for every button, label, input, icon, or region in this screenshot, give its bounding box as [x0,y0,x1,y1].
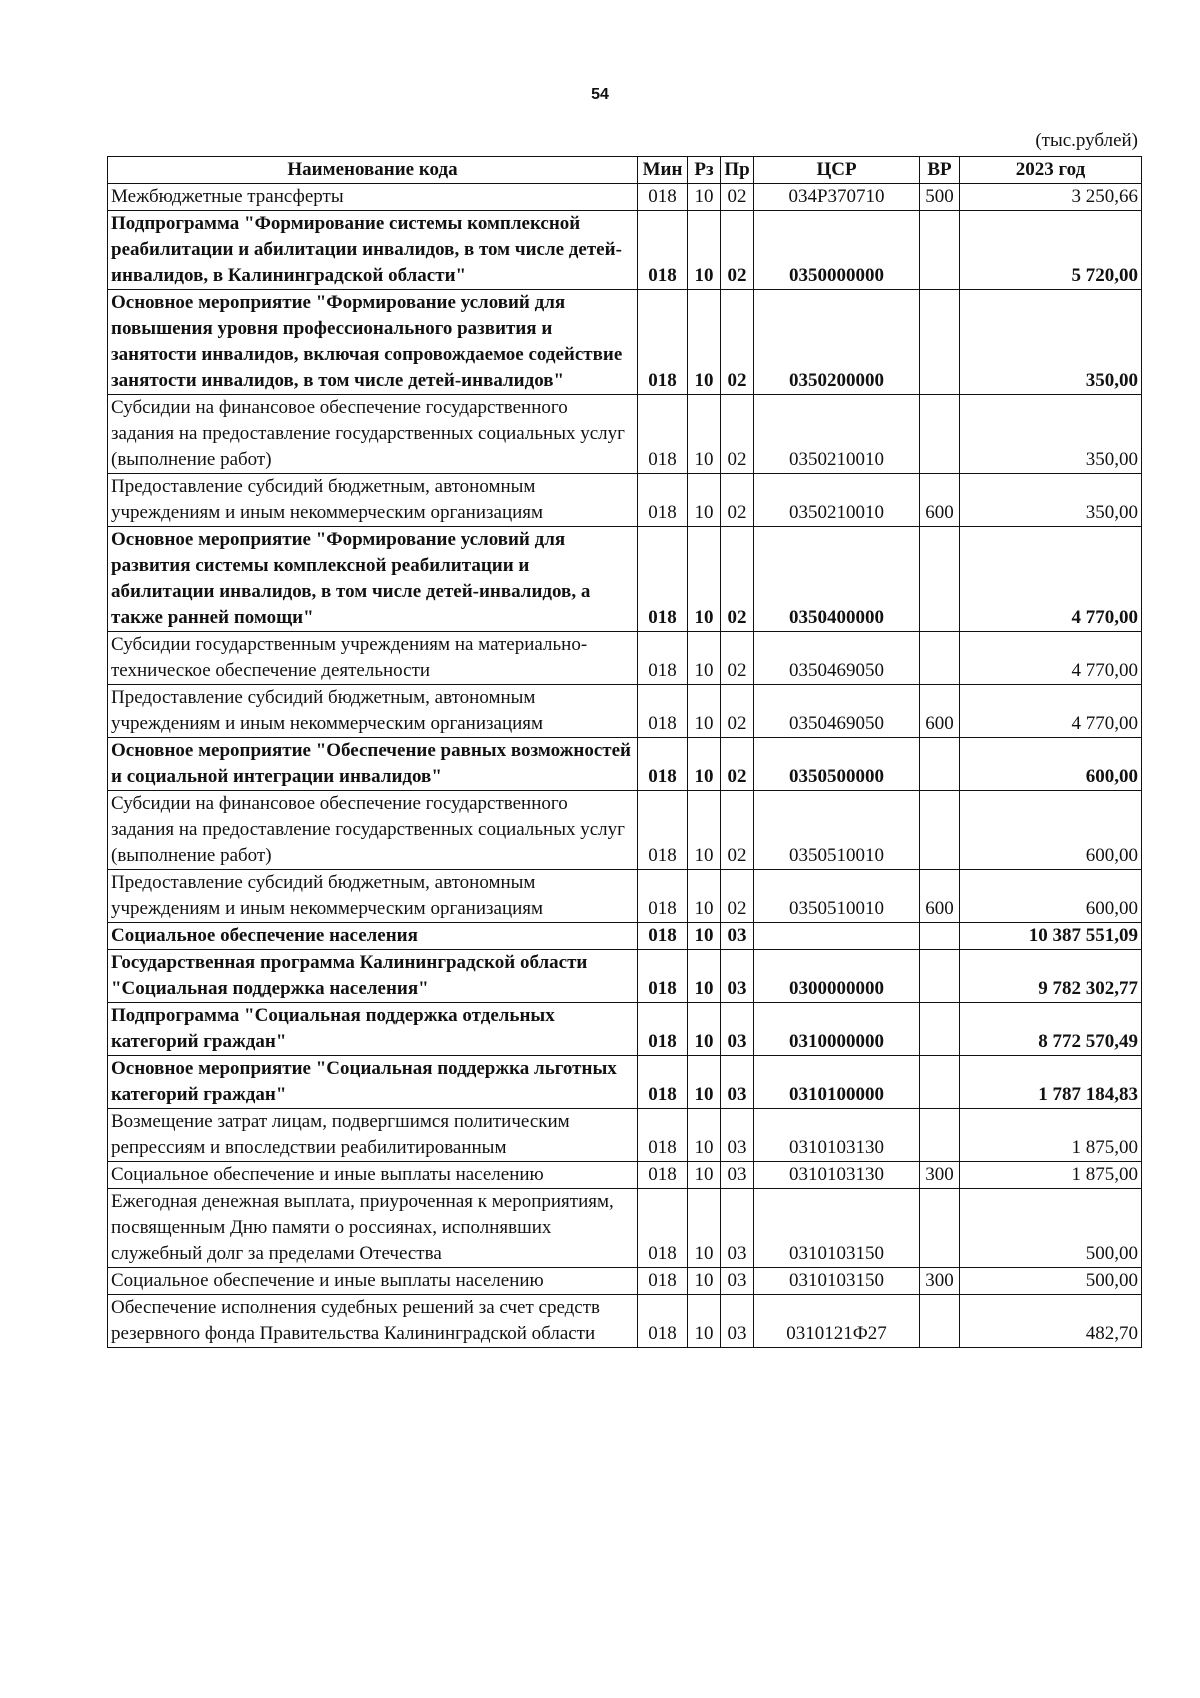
row-csr-cell: 0310103130 [754,1109,920,1162]
row-rz-cell: 10 [688,1295,721,1348]
table-row [108,632,1142,685]
row-name-cell: Основное мероприятие "Обеспечение равных возможностей и социальной интеграции инвалидов" [108,738,638,791]
row-amount-cell: 4 770,00 [960,527,1142,632]
row-name-cell: Предоставление субсидий бюджетным, автономным учреждениям и иным некоммерческим организациям [108,870,638,923]
row-rz-cell: 10 [688,1268,721,1295]
row-pr-cell: 03 [721,1189,754,1268]
row-name-cell: Основное мероприятие "Формирование условий для повышения уровня профессионального развития и занятости инвалидов, включая сопровождаемое содействие занятости инвалидов, в том числе детей-инвалидов" [108,290,638,395]
row-rz-cell: 10 [688,1162,721,1189]
row-csr-cell: 0300000000 [754,950,920,1003]
row-pr-cell: 02 [721,527,754,632]
row-name-cell: Основное мероприятие "Социальная поддержка льготных категорий граждан" [108,1056,638,1109]
table-row [108,474,1142,527]
row-amount-cell: 500,00 [960,1189,1142,1268]
table-row [108,290,1142,395]
row-amount-cell: 9 782 302,77 [960,950,1142,1003]
row-name-cell: Предоставление субсидий бюджетным, автономным учреждениям и иным некоммерческим организациям [108,685,638,738]
header-vr: ВР [920,157,960,184]
row-amount-cell: 600,00 [960,791,1142,870]
row-rz-cell: 10 [688,1056,721,1109]
page-number: 54 [591,86,609,103]
table-row [108,1189,1142,1268]
table-row [108,685,1142,738]
row-amount-cell: 4 770,00 [960,685,1142,738]
row-vr-cell: 300 [920,1268,960,1295]
row-pr-cell: 03 [721,1295,754,1348]
row-pr-cell: 02 [721,685,754,738]
row-name-cell: Социальное обеспечение и иные выплаты населению [108,1162,638,1189]
row-pr-cell: 03 [721,1056,754,1109]
row-rz-cell: 10 [688,950,721,1003]
row-pr-cell: 02 [721,632,754,685]
table-row [108,923,1142,950]
row-rz-cell: 10 [688,395,721,474]
row-pr-cell: 02 [721,474,754,527]
row-vr-cell [920,923,960,950]
row-amount-cell: 5 720,00 [960,211,1142,290]
table-row [108,738,1142,791]
row-vr-cell: 600 [920,870,960,923]
row-min-cell: 018 [638,1162,688,1189]
row-pr-cell: 02 [721,184,754,211]
row-min-cell: 018 [638,923,688,950]
row-min-cell: 018 [638,1109,688,1162]
row-amount-cell: 350,00 [960,474,1142,527]
row-min-cell: 018 [638,950,688,1003]
row-amount-cell: 1 787 184,83 [960,1056,1142,1109]
row-pr-cell: 02 [721,395,754,474]
row-name-cell: Обеспечение исполнения судебных решений за счет средств резервного фонда Правительства Калининградской области [108,1295,638,1348]
row-min-cell: 018 [638,211,688,290]
row-pr-cell: 02 [721,738,754,791]
row-name-cell: Межбюджетные трансферты [108,184,638,211]
row-csr-cell: 0350400000 [754,527,920,632]
row-min-cell: 018 [638,685,688,738]
row-min-cell: 018 [638,791,688,870]
table-row [108,1109,1142,1162]
row-csr-cell: 0350200000 [754,290,920,395]
row-amount-cell: 350,00 [960,395,1142,474]
table-row [108,950,1142,1003]
row-min-cell: 018 [638,395,688,474]
row-name-cell: Субсидии на финансовое обеспечение государственного задания на предоставление государственных социальных услуг (выполнение работ) [108,791,638,870]
row-rz-cell: 10 [688,738,721,791]
row-csr-cell: 0350210010 [754,395,920,474]
row-vr-cell [920,950,960,1003]
row-name-cell: Возмещение затрат лицам, подвергшимся политическим репрессиям и впоследствии реабилитированным [108,1109,638,1162]
row-vr-cell [920,1295,960,1348]
row-vr-cell: 600 [920,685,960,738]
row-name-cell: Основное мероприятие "Формирование условий для развития системы комплексной реабилитации и абилитации инвалидов, в том числе детей-инвалидов, а также ранней помощи" [108,527,638,632]
row-pr-cell: 03 [721,923,754,950]
table-row [108,870,1142,923]
row-min-cell: 018 [638,1189,688,1268]
row-min-cell: 018 [638,632,688,685]
row-rz-cell: 10 [688,632,721,685]
row-rz-cell: 10 [688,1003,721,1056]
row-vr-cell [920,1056,960,1109]
row-vr-cell [920,1189,960,1268]
row-rz-cell: 10 [688,1189,721,1268]
row-name-cell: Социальное обеспечение населения [108,923,638,950]
row-pr-cell: 03 [721,950,754,1003]
row-amount-cell: 4 770,00 [960,632,1142,685]
row-min-cell: 018 [638,1056,688,1109]
budget-table [107,156,1142,1348]
row-csr-cell: 0350510010 [754,791,920,870]
row-vr-cell [920,1003,960,1056]
row-vr-cell [920,791,960,870]
row-amount-cell: 1 875,00 [960,1109,1142,1162]
table-row [108,1056,1142,1109]
row-rz-cell: 10 [688,685,721,738]
row-name-cell: Подпрограмма "Формирование системы комплексной реабилитации и абилитации инвалидов, в том числе детей-инвалидов, в Калининградской области" [108,211,638,290]
row-csr-cell: 0310103130 [754,1162,920,1189]
header-pr: Пр [721,157,754,184]
header-rz: Рз [688,157,721,184]
header-min: Мин [638,157,688,184]
row-name-cell: Ежегодная денежная выплата, приуроченная к мероприятиям, посвященным Дню памяти о россиянах, исполнявших служебный долг за пределами Отечества [108,1189,638,1268]
row-pr-cell: 02 [721,290,754,395]
row-vr-cell [920,1109,960,1162]
row-csr-cell [754,923,920,950]
row-amount-cell: 500,00 [960,1268,1142,1295]
row-min-cell: 018 [638,1295,688,1348]
row-csr-cell: 0350210010 [754,474,920,527]
units-label: (тыс.рублей) [1035,130,1138,151]
row-amount-cell: 1 875,00 [960,1162,1142,1189]
table-row [108,791,1142,870]
row-rz-cell: 10 [688,870,721,923]
row-pr-cell: 02 [721,870,754,923]
row-vr-cell [920,290,960,395]
row-min-cell: 018 [638,870,688,923]
row-pr-cell: 03 [721,1003,754,1056]
row-amount-cell: 350,00 [960,290,1142,395]
row-rz-cell: 10 [688,791,721,870]
row-csr-cell: 034Р370710 [754,184,920,211]
row-amount-cell: 3 250,66 [960,184,1142,211]
row-amount-cell: 10 387 551,09 [960,923,1142,950]
row-pr-cell: 03 [721,1109,754,1162]
row-vr-cell [920,632,960,685]
row-name-cell: Субсидии государственным учреждениям на материально-техническое обеспечение деятельности [108,632,638,685]
header-name: Наименование кода [108,157,638,184]
row-name-cell: Социальное обеспечение и иные выплаты населению [108,1268,638,1295]
row-min-cell: 018 [638,527,688,632]
row-name-cell: Подпрограмма "Социальная поддержка отдельных категорий граждан" [108,1003,638,1056]
row-csr-cell: 0310121Ф27 [754,1295,920,1348]
row-vr-cell: 300 [920,1162,960,1189]
row-csr-cell: 0350469050 [754,685,920,738]
row-amount-cell: 600,00 [960,738,1142,791]
row-min-cell: 018 [638,290,688,395]
row-amount-cell: 600,00 [960,870,1142,923]
table-row [108,1268,1142,1295]
row-name-cell: Субсидии на финансовое обеспечение государственного задания на предоставление государственных социальных услуг (выполнение работ) [108,395,638,474]
row-vr-cell [920,738,960,791]
header-csr: ЦСР [754,157,920,184]
row-amount-cell: 482,70 [960,1295,1142,1348]
table-row [108,395,1142,474]
row-rz-cell: 10 [688,211,721,290]
table-row [108,1003,1142,1056]
row-rz-cell: 10 [688,527,721,632]
table-row [108,1162,1142,1189]
row-csr-cell: 0350500000 [754,738,920,791]
row-name-cell: Государственная программа Калининградской области "Социальная поддержка населения" [108,950,638,1003]
row-csr-cell: 0350510010 [754,870,920,923]
row-csr-cell: 0310103150 [754,1268,920,1295]
row-csr-cell: 0310000000 [754,1003,920,1056]
row-csr-cell: 0350000000 [754,211,920,290]
row-pr-cell: 03 [721,1162,754,1189]
row-amount-cell: 8 772 570,49 [960,1003,1142,1056]
table-header-row [108,157,1142,184]
header-amount: 2023 год [960,157,1142,184]
row-vr-cell [920,395,960,474]
table-row [108,527,1142,632]
row-rz-cell: 10 [688,474,721,527]
row-rz-cell: 10 [688,923,721,950]
row-rz-cell: 10 [688,290,721,395]
row-rz-cell: 10 [688,1109,721,1162]
row-pr-cell: 03 [721,1268,754,1295]
row-vr-cell [920,527,960,632]
row-pr-cell: 02 [721,791,754,870]
row-min-cell: 018 [638,184,688,211]
row-min-cell: 018 [638,1268,688,1295]
table-row [108,184,1142,211]
row-vr-cell: 500 [920,184,960,211]
row-min-cell: 018 [638,474,688,527]
row-pr-cell: 02 [721,211,754,290]
row-csr-cell: 0350469050 [754,632,920,685]
row-min-cell: 018 [638,1003,688,1056]
table-row [108,211,1142,290]
row-csr-cell: 0310103150 [754,1189,920,1268]
row-rz-cell: 10 [688,184,721,211]
row-min-cell: 018 [638,738,688,791]
row-csr-cell: 0310100000 [754,1056,920,1109]
row-name-cell: Предоставление субсидий бюджетным, автономным учреждениям и иным некоммерческим организациям [108,474,638,527]
row-vr-cell [920,211,960,290]
table-row [108,1295,1142,1348]
row-vr-cell: 600 [920,474,960,527]
